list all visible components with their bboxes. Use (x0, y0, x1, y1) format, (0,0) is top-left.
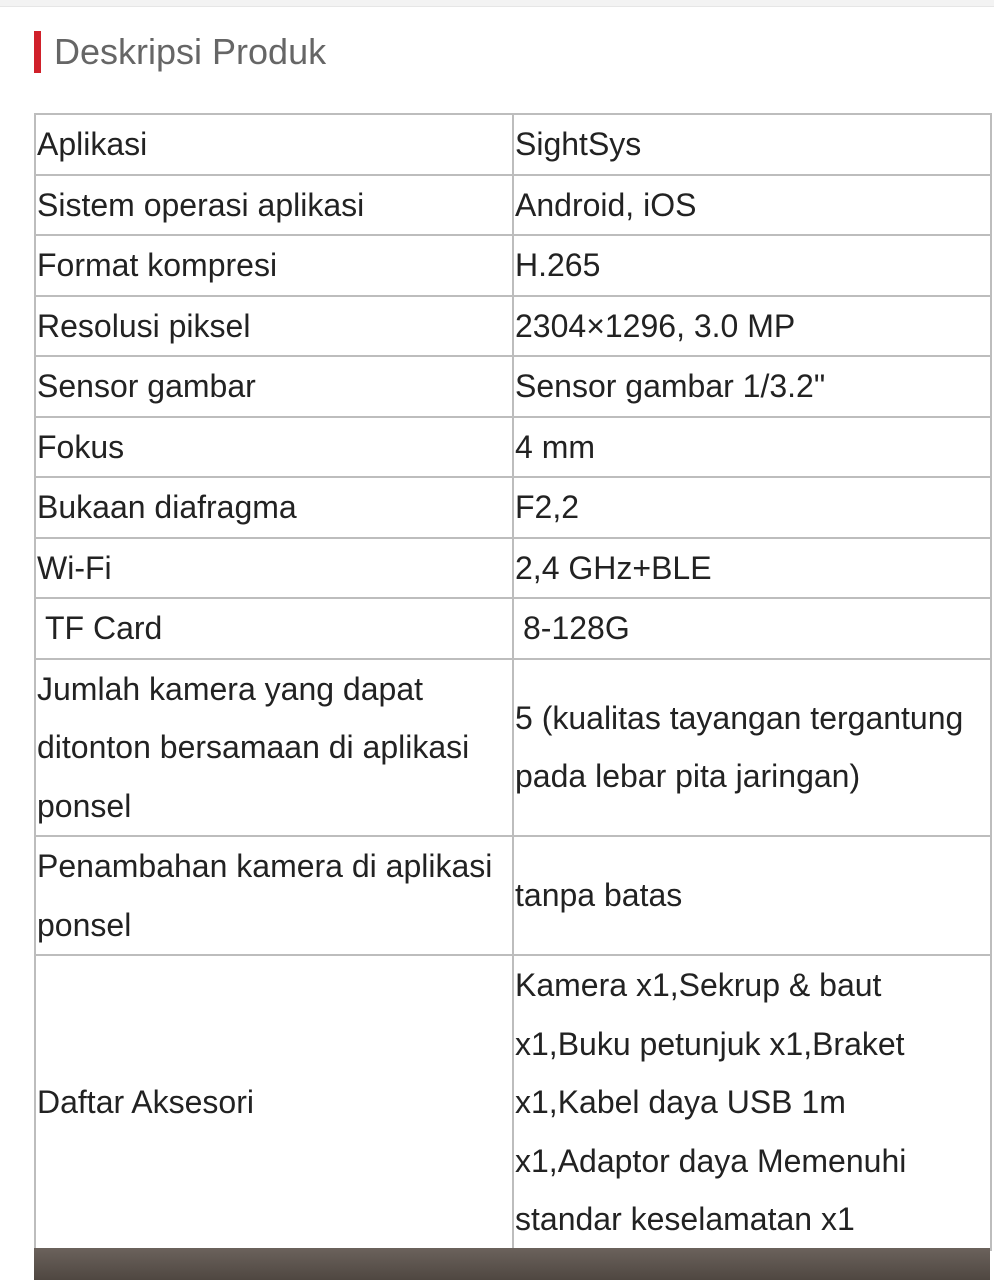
spec-value: tanpa batas (513, 836, 991, 955)
spec-value: Android, iOS (513, 175, 991, 236)
spec-label: Sistem operasi aplikasi (35, 175, 513, 236)
table-row (35, 538, 991, 599)
spec-label: Aplikasi (35, 114, 513, 175)
spec-label: Jumlah kamera yang dapat ditonton bersamaan di aplikasi ponsel (35, 659, 513, 837)
table-row (35, 175, 991, 236)
spec-value: SightSys (513, 114, 991, 175)
section-header (34, 30, 326, 74)
spec-value: 4 mm (513, 417, 991, 478)
section-accent-bar (34, 31, 41, 73)
spec-value: 2304×1296, 3.0 MP (513, 296, 991, 357)
spec-label: Sensor gambar (35, 356, 513, 417)
table-row (35, 296, 991, 357)
spec-label: Bukaan diafragma (35, 477, 513, 538)
spec-label: Format kompresi (35, 235, 513, 296)
table-row (35, 477, 991, 538)
spec-label: Penambahan kamera di aplikasi ponsel (35, 836, 513, 955)
spec-label: Resolusi piksel (35, 296, 513, 357)
table-row (35, 836, 991, 955)
spec-value: 2,4 GHz+BLE (513, 538, 991, 599)
spec-label: Wi-Fi (35, 538, 513, 599)
spec-value: 5 (kualitas tayangan tergantung pada lebar pita jaringan) (513, 659, 991, 837)
table-row (35, 114, 991, 175)
table-row (35, 659, 991, 837)
table-row (35, 417, 991, 478)
table-row (35, 955, 991, 1250)
spec-label: Daftar Aksesori (35, 955, 513, 1250)
spec-value: Sensor gambar 1/3.2" (513, 356, 991, 417)
product-spec-table (34, 113, 992, 1251)
section-title: Deskripsi Produk (54, 31, 327, 72)
spec-value: F2,2 (513, 477, 991, 538)
spec-label: Fokus (35, 417, 513, 478)
table-row (35, 356, 991, 417)
top-divider (0, 0, 994, 7)
bottom-image-edge (34, 1248, 990, 1280)
spec-value: H.265 (513, 235, 991, 296)
table-row (35, 598, 991, 659)
spec-value: 8-128G (513, 598, 991, 659)
spec-value: Kamera x1,Sekrup & baut x1,Buku petunjuk x1,Braket x1,Kabel daya USB 1m x1,Adaptor daya Memenuhi standar keselamatan x1 (513, 955, 991, 1250)
table-row (35, 235, 991, 296)
spec-label: TF Card (35, 598, 513, 659)
